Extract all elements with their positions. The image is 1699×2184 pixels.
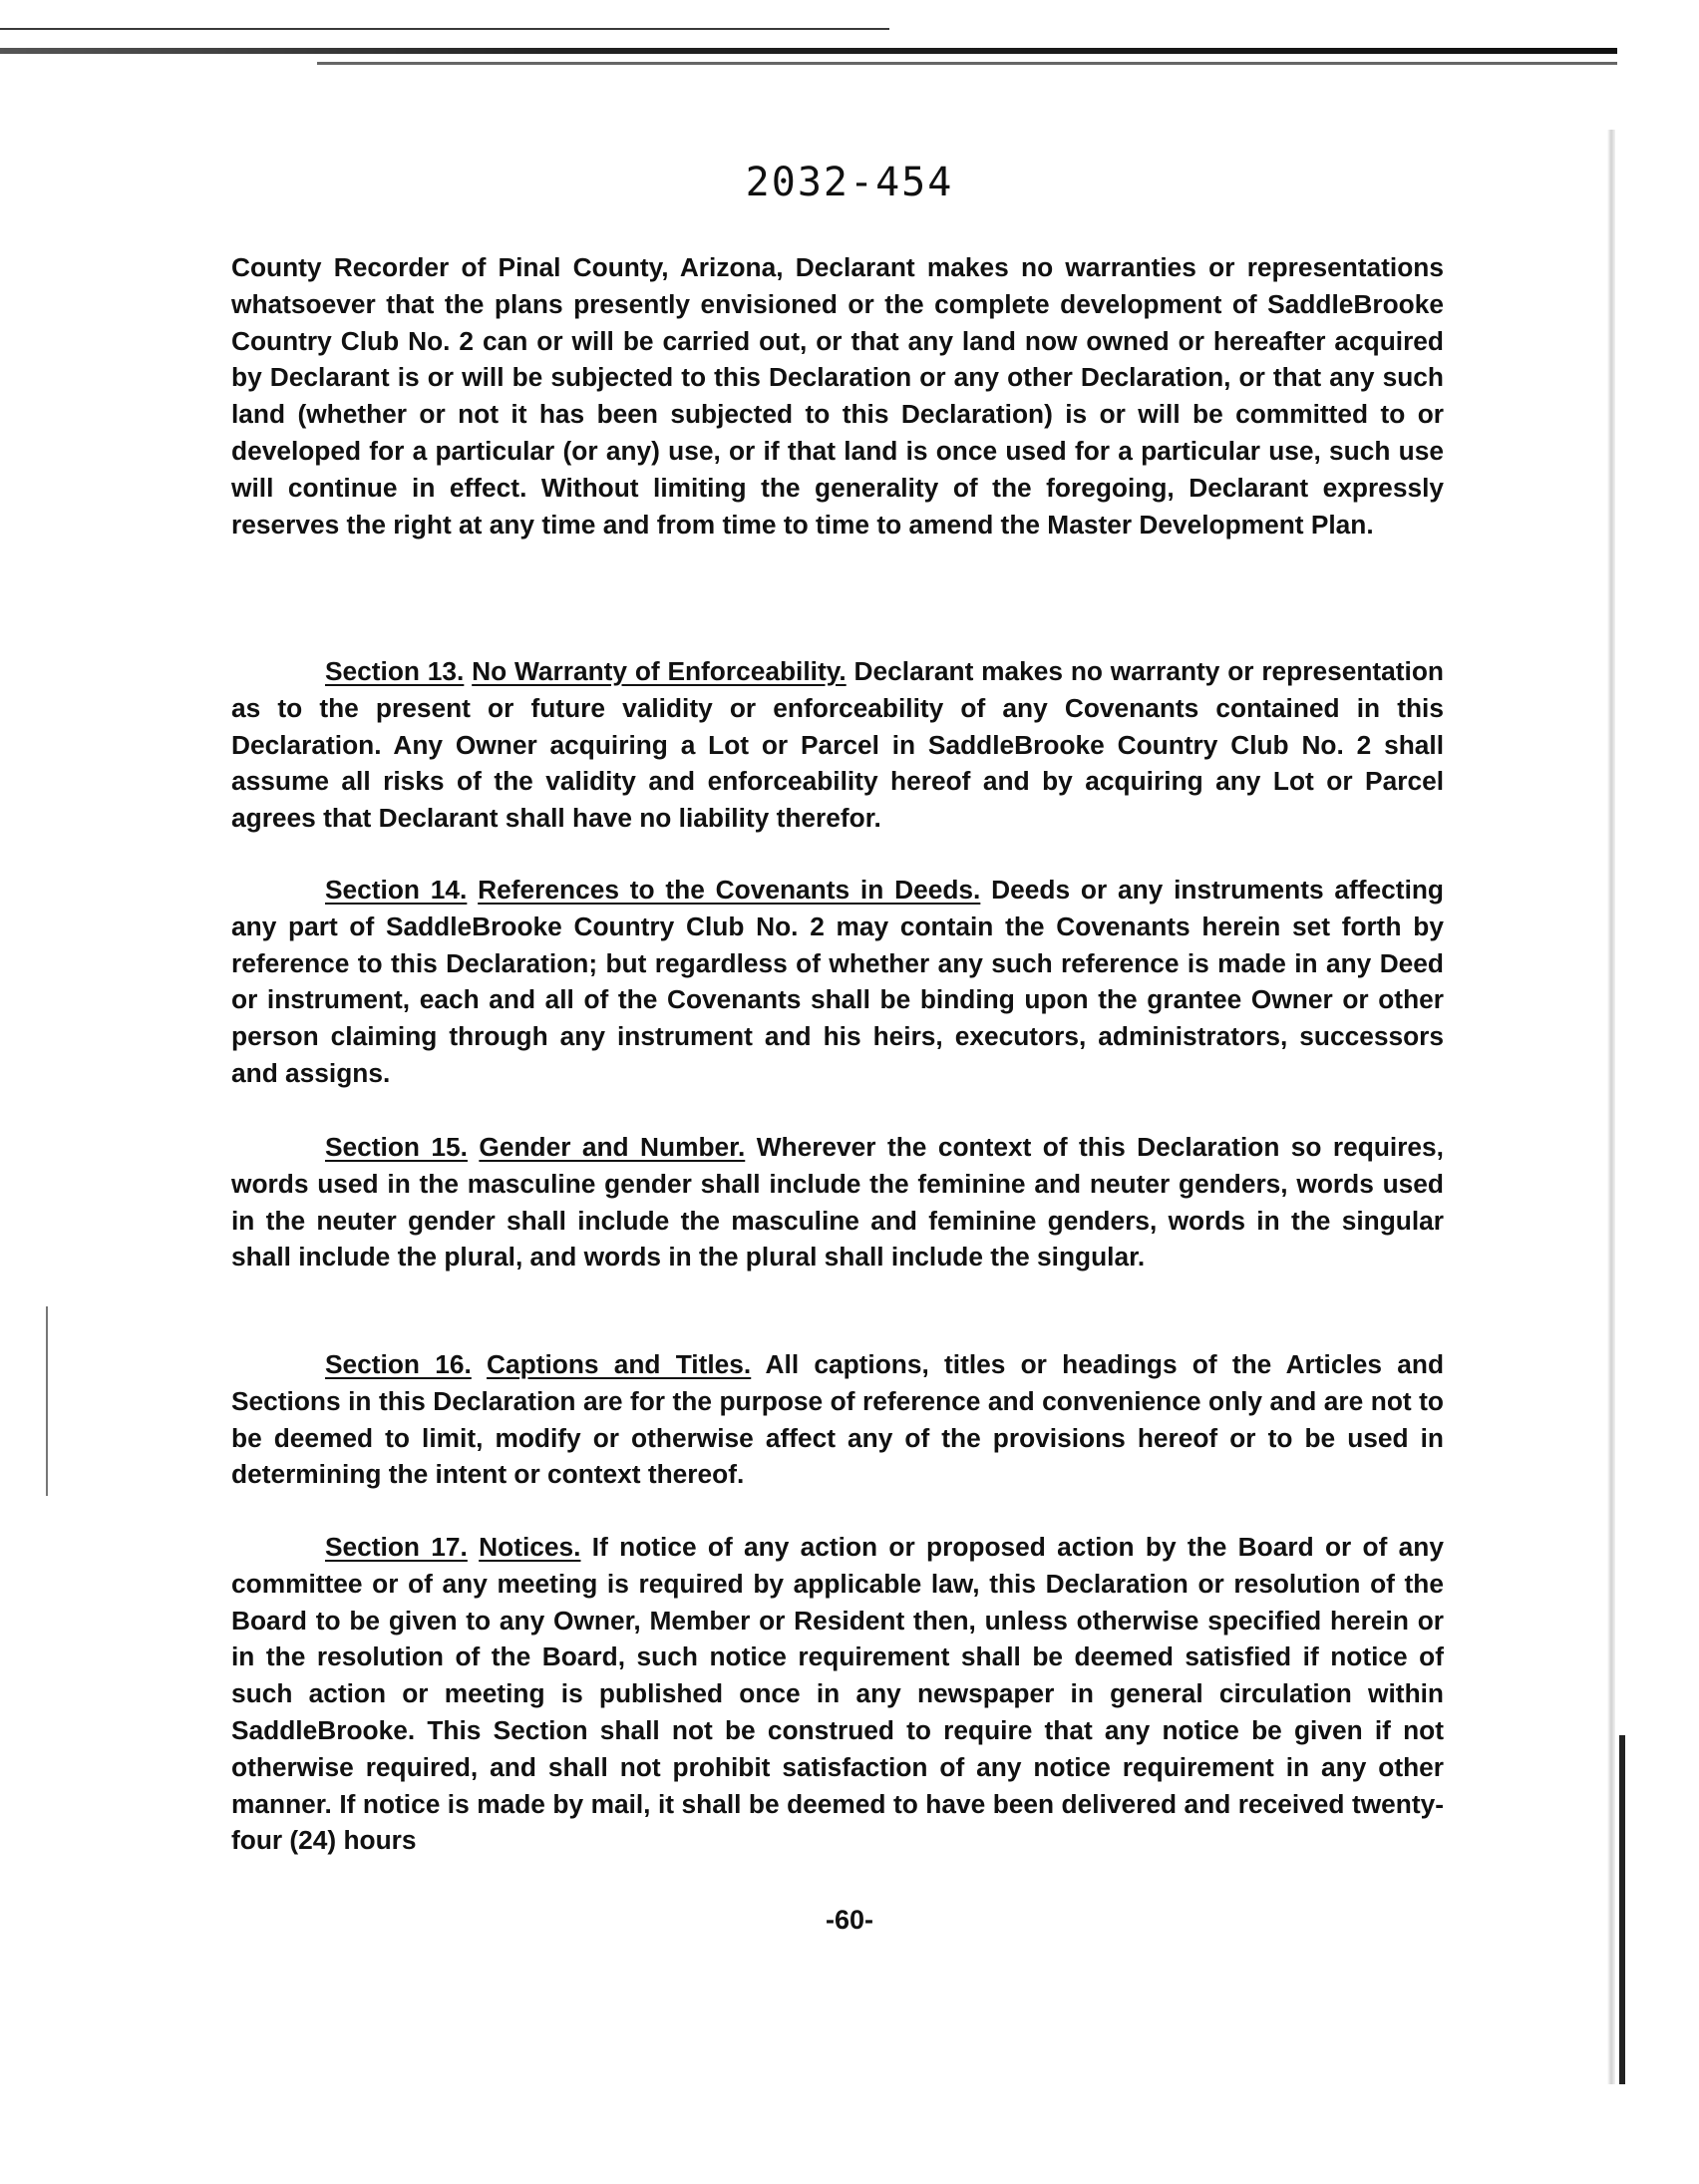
section-15-number: Section 15. — [325, 1132, 468, 1162]
section-13-title: No Warranty of Enforceability. — [472, 656, 847, 686]
section-13-paragraph — [231, 653, 1444, 837]
section-16-title: Captions and Titles. — [487, 1349, 752, 1379]
section-17-paragraph — [231, 1529, 1444, 1859]
section-14-paragraph — [231, 872, 1444, 1092]
section-17-text: If notice of any action or proposed action by the Board or of any committee or of any meeting is required by applicable law, this Declaration or resolution of the Board to be given to any Owner, Member or Resident then, unless otherwise specified herein or in the resolution of the Board, such notice requirement shall be deemed satisfied if notice of such action or meeting is published once in any newspaper in general circulation within SaddleBrooke. This Section shall not be construed to require that any notice be given if not otherwise required, and shall not prohibit satisfaction of any notice requirement in any other manner. If notice is made by mail, it shall be deemed to have been delivered and received twenty-four (24) hours — [231, 1532, 1444, 1856]
section-14-number: Section 14. — [325, 875, 468, 905]
section-15-paragraph — [231, 1129, 1444, 1275]
section-14-title: References to the Covenants in Deeds. — [478, 875, 981, 905]
section-13-number: Section 13. — [325, 656, 465, 686]
section-15-title: Gender and Number. — [479, 1132, 746, 1162]
intro-paragraph: County Recorder of Pinal County, Arizona, Declarant makes no warranties or representations whatsoever that the plans presently envisioned or the complete development of SaddleBrooke Country Club No. 2 can or will be carried out, or that any land now owned or hereafter acquired by Declarant is or will be subjected to this Declaration or any other Declaration, or that any such land (whether or not it has been subjected to this Declaration) is or will be committed to or developed for a particular (or any) use, or if that land is once used for a particular use, such use will continue in effect. Without limiting the generality of the foregoing, Declarant expressly reserves the right at any time and from time to time to amend the Master Development Plan. — [231, 252, 1444, 540]
section-17-number: Section 17. — [325, 1532, 468, 1562]
scan-artifact-right-shadow — [1607, 130, 1615, 2084]
document-number: 2032-454 — [745, 160, 954, 205]
scan-artifact-left-mark — [46, 1306, 48, 1496]
page-number: -60- — [825, 1905, 873, 1935]
scan-artifact-line — [0, 28, 889, 30]
section-16-paragraph — [231, 1346, 1444, 1493]
section-15-text: Wherever the context of this Declaration so requires, words used in the masculine gender shall include the feminine and neuter genders, words used in the neuter gender shall include the masculine and feminine genders, words in the singular shall include the plural, and words in the plural shall include the singular. — [231, 1132, 1444, 1273]
scan-artifact-bar — [0, 48, 1617, 54]
section-14-text: Deeds or any instruments affecting any part of SaddleBrooke Country Club No. 2 may contain the Covenants herein set forth by reference to this Declaration; but regardless of whether any such reference is made in any Deed or instrument, each and all of the Covenants shall be binding upon the grantee Owner or other person claiming through any instrument and his heirs, executors, administrators, successors and assigns. — [231, 875, 1444, 1088]
section-16-text: All captions, titles or headings of the Articles and Sections in this Declaration are for the purpose of reference and convenience only and are not to be deemed to limit, modify or otherwise affect any of the provisions hereof or to be used in determining the intent or context thereof. — [231, 1349, 1445, 1490]
section-16-number: Section 16. — [325, 1349, 472, 1379]
section-13-text: Declarant makes no warranty or representation as to the present or future validity or enforceability of any Covenants contained in this Declaration. Any Owner acquiring a Lot or Parcel in SaddleBrooke Country Club No. 2 shall assume all risks of the validity and enforceability hereof and by acquiring any Lot or Parcel agrees that Declarant shall have no liability therefor. — [231, 656, 1444, 834]
scan-artifact-bar-secondary — [317, 62, 1617, 65]
section-17-title: Notices. — [479, 1532, 581, 1562]
